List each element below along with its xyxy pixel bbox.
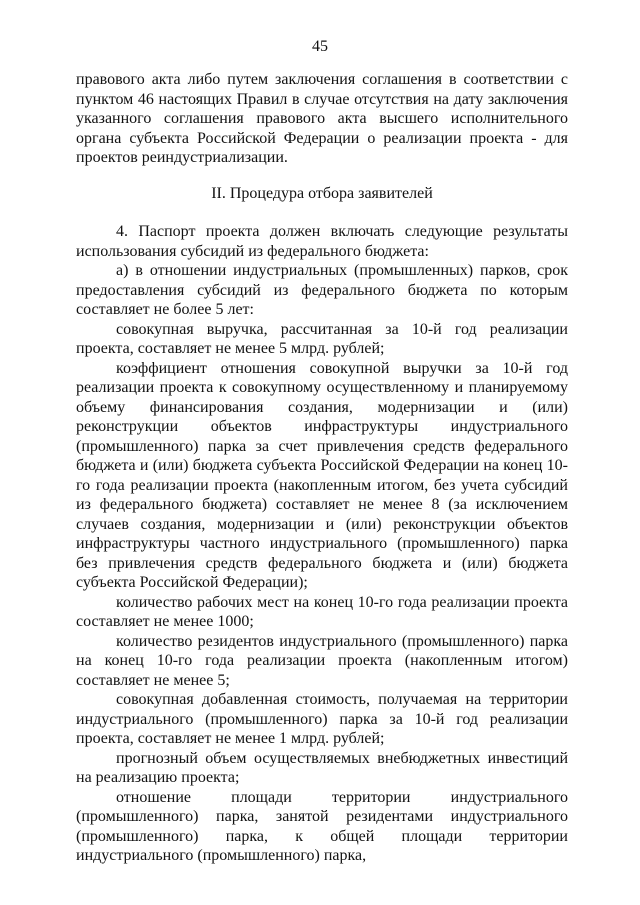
paragraph-jobs: количество рабочих мест на конец 10-го года реализации проекта составляет не менее 1000; — [76, 593, 568, 630]
document-body — [76, 70, 568, 866]
paragraph-revenue-ratio: коэффициент отношения совокупной выручки за 10-й год реализации проекта к совокупному осуществленному и планируемому объему финансирования создания, модернизации и (или) реконструкции объектов инфраструктуры индустриального (промышленного) парка за счет привлечения средств федерального бюджета и (или) бюджета субъекта Российской Федерации на конец 10-го года реализации проекта (накопленным итогом, без учета субсидий из федерального бюджета) составляет не менее 8 (за исключением случаев создания, модернизации и (или) реконструкции объектов инфраструктуры частного индустриального (промышленного) парка без привлечения средств федерального бюджета и (или) бюджета субъекта Российской Федерации); — [76, 359, 568, 591]
paragraph-value-added: совокупная добавленная стоимость, получаемая на территории индустриального (промышленного) парка за 10-й год реализации проекта, составляет не менее 1 млрд. рублей; — [76, 691, 568, 747]
paragraph-subitem-a: а) в отношении индустриальных (промышленных) парков, срок предоставления субсидий из федерального бюджета по которым составляет не более 5 лет: — [76, 262, 568, 318]
paragraph-total-revenue: совокупная выручка, рассчитанная за 10-й год реализации проекта, составляет не менее 5 млрд. рублей; — [76, 320, 568, 357]
paragraph-investment: прогнозный объем осуществляемых внебюджетных инвестиций на реализацию проекта; — [76, 749, 568, 786]
section-heading: II. Процедура отбора заявителей — [211, 184, 433, 202]
paragraph-area-ratio: отношение площади территории индустриального (промышленного) парка, занятой резидентами индустриального (промышленного) парка, к общей площади территории индустриального (промышленного) парка, — [76, 788, 568, 864]
intro-paragraph: правового акта либо путем заключения соглашения в соответствии с пунктом 46 настоящих Правил в случае отсутствия на дату заключения указанного соглашения правового акта высшего исполнительного органа субъекта Российской Федерации о реализации проекта - для проектов реиндустриализации. — [76, 71, 568, 166]
paragraph-residents: количество резидентов индустриального (промышленного) парка на конец 10-го года реализации проекта (накопленным итогом) составляет не менее 5; — [76, 632, 568, 689]
paragraph-item-4: 4. Паспорт проекта должен включать следующие результаты использования субсидий из федерального бюджета: — [76, 223, 568, 260]
page-number: 45 — [312, 38, 328, 55]
